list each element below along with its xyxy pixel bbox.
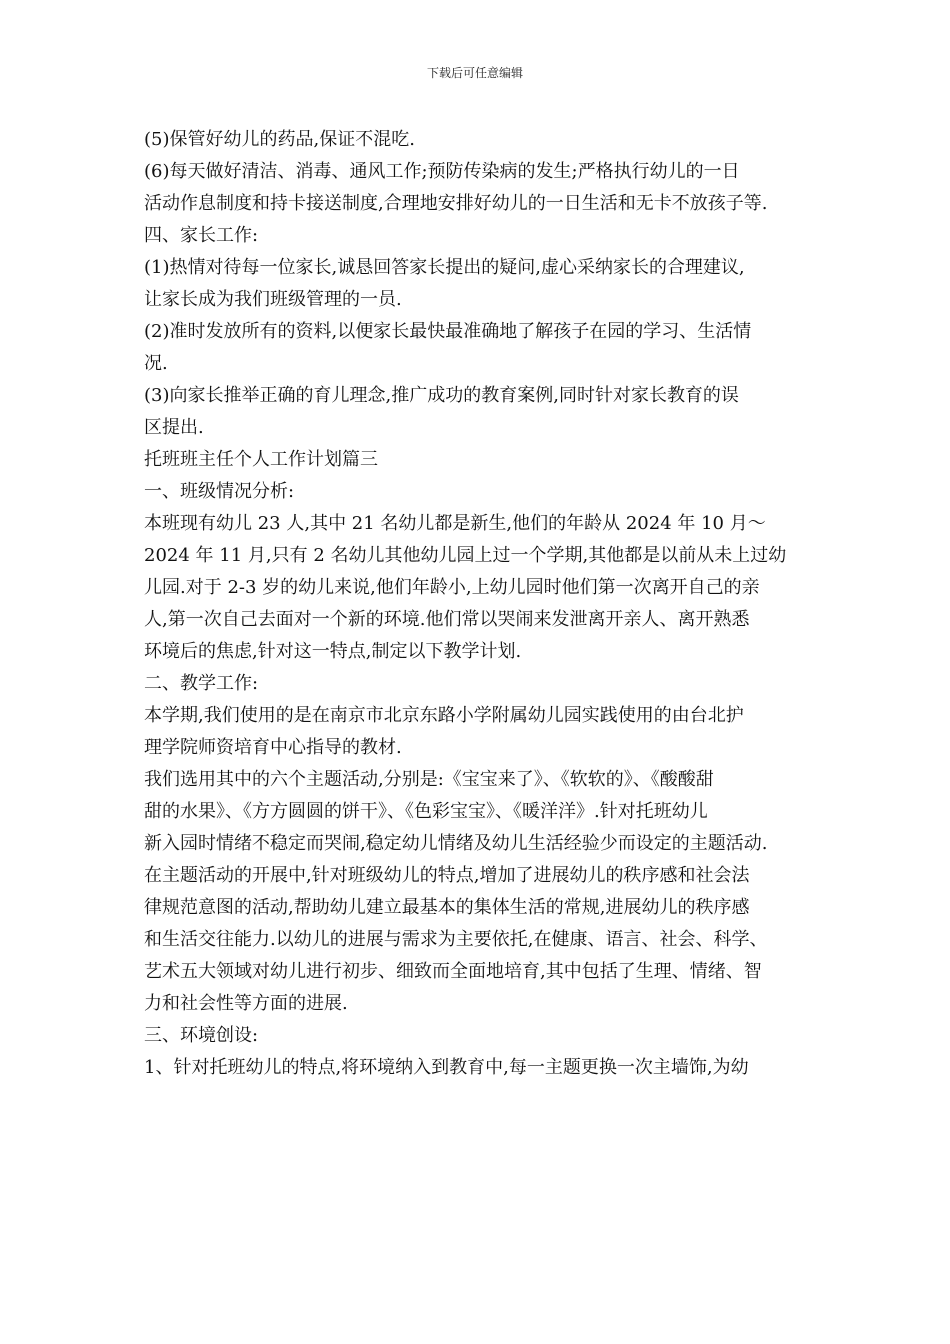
text-line: 况. [144, 353, 168, 374]
section-heading: 四、家长工作: [144, 225, 259, 246]
section-heading: 一、班级情况分析: [144, 481, 295, 502]
article-title: 托班班主任个人工作计划篇三 [144, 449, 378, 470]
text-line: (3)向家长推举正确的育儿理念,推广成功的教育案例,同时针对家长教育的误 [144, 385, 739, 406]
page-header: 下载后可任意编辑 [426, 66, 523, 80]
text-line: 和生活交往能力.以幼儿的进展与需求为主要依托,在健康、语言、社会、科学、 [144, 929, 768, 950]
text-line: 本学期,我们使用的是在南京市北京东路小学附属幼儿园实践使用的由台北护 [144, 705, 744, 726]
text-line: 环境后的焦虑,针对这一特点,制定以下教学计划. [144, 641, 522, 662]
text-line: 活动作息制度和持卡接送制度,合理地安排好幼儿的一日生活和无卡不放孩子等. [144, 193, 768, 214]
text-line: (2)准时发放所有的资料,以便家长最快最准确地了解孩子在园的学习、生活情 [144, 321, 752, 342]
text-line: (6)每天做好清洁、消毒、通风工作;预防传染病的发生;严格执行幼儿的一日 [144, 161, 740, 182]
section-heading: 二、教学工作: [144, 673, 259, 694]
text-line: 律规范意图的活动,帮助幼儿建立最基本的集体生活的常规,进展幼儿的秩序感 [144, 897, 750, 918]
text-line: (1)热情对待每一位家长,诚恳回答家长提出的疑问,虚心采纳家长的合理建议, [144, 257, 745, 278]
text-line: 人,第一次自己去面对一个新的环境.他们常以哭闹来发泄离开亲人、离开熟悉 [144, 609, 750, 630]
text-line: 本班现有幼儿 23 人,其中 21 名幼儿都是新生,他们的年龄从 2024 年 10 月～ [144, 513, 766, 534]
section-heading: 三、环境创设: [144, 1025, 259, 1046]
text-line: 1、针对托班幼儿的特点,将环境纳入到教育中,每一主题更换一次主墙饰,为幼 [144, 1057, 749, 1078]
text-line: 力和社会性等方面的进展. [144, 993, 348, 1014]
text-line: 甜的水果》、《方方圆圆的饼干》、《色彩宝宝》、《暖洋洋》.针对托班幼儿 [144, 801, 708, 822]
text-line: 儿园.对于 2-3 岁的幼儿来说,他们年龄小,上幼儿园时他们第一次离开自己的亲 [144, 577, 760, 598]
text-line: 在主题活动的开展中,针对班级幼儿的特点,增加了进展幼儿的秩序感和社会法 [144, 865, 750, 886]
text-line: 2024 年 11 月,只有 2 名幼儿其他幼儿园上过一个学期,其他都是以前从未上过幼 [144, 545, 787, 566]
text-line: 艺术五大领域对幼儿进行初步、细致而全面地培育,其中包括了生理、情绪、智 [144, 961, 762, 982]
text-line: (5)保管好幼儿的药品,保证不混吃. [144, 129, 415, 150]
text-line: 理学院师资培育中心指导的教材. [144, 737, 402, 758]
text-line: 让家长成为我们班级管理的一员. [144, 289, 402, 310]
text-line: 新入园时情绪不稳定而哭闹,稳定幼儿情绪及幼儿生活经验少而设定的主题活动. [144, 833, 768, 854]
document-body [144, 124, 812, 1084]
text-line: 我们选用其中的六个主题活动,分别是:《宝宝来了》、《软软的》、《酸酸甜 [144, 769, 714, 790]
text-line: 区提出. [144, 417, 204, 438]
